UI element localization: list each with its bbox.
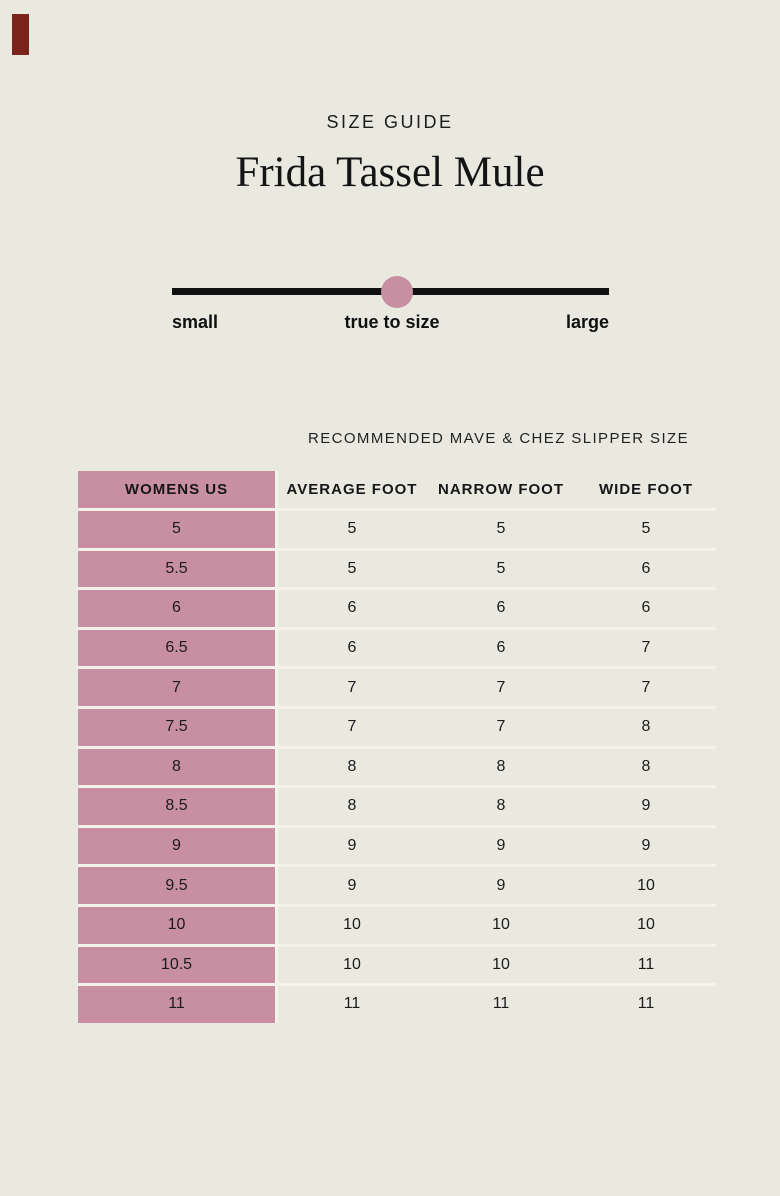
table-cell-womens-us: 5.5	[78, 551, 278, 588]
table-cell-womens-us: 7	[78, 669, 278, 706]
fit-label-small: small	[172, 312, 219, 332]
table-cell-narrow: 7	[426, 669, 576, 706]
size-table	[78, 471, 716, 1023]
product-title: Frida Tassel Mule	[235, 149, 545, 196]
table-cell-average: 11	[278, 986, 426, 1023]
table-cell-narrow: 6	[426, 630, 576, 667]
column-header-womens-us: WOMENS US	[78, 471, 278, 508]
table-cell-womens-us: 9.5	[78, 867, 278, 904]
table-caption: RECOMMENDED MAVE & CHEZ SLIPPER SIZE	[307, 430, 689, 447]
table-cell-narrow: 9	[426, 828, 576, 865]
table-cell-wide: 6	[576, 590, 716, 627]
corner-marker	[12, 14, 29, 55]
table-cell-wide: 10	[576, 867, 716, 904]
table-cell-wide: 8	[576, 709, 716, 746]
table-cell-narrow: 7	[426, 709, 576, 746]
table-cell-wide: 10	[576, 907, 716, 944]
table-cell-womens-us: 6	[78, 590, 278, 627]
table-cell-wide: 5	[576, 511, 716, 548]
table-cell-womens-us: 11	[78, 986, 278, 1023]
column-header-wide-foot: WIDE FOOT	[576, 471, 716, 508]
fit-slider	[172, 270, 609, 340]
table-cell-narrow: 9	[426, 867, 576, 904]
table-cell-narrow: 11	[426, 986, 576, 1023]
table-cell-wide: 9	[576, 828, 716, 865]
size-guide-label: SIZE GUIDE	[326, 112, 454, 132]
table-cell-narrow: 5	[426, 511, 576, 548]
table-cell-average: 9	[278, 828, 426, 865]
table-cell-average: 7	[278, 669, 426, 706]
table-cell-wide: 11	[576, 986, 716, 1023]
table-cell-narrow: 10	[426, 907, 576, 944]
table-cell-womens-us: 8	[78, 749, 278, 786]
table-cell-average: 10	[278, 947, 426, 984]
table-cell-wide: 6	[576, 551, 716, 588]
table-cell-narrow: 10	[426, 947, 576, 984]
table-cell-wide: 9	[576, 788, 716, 825]
table-cell-average: 9	[278, 867, 426, 904]
table-cell-wide: 8	[576, 749, 716, 786]
fit-label-true-to-size: true to size	[344, 312, 440, 332]
table-cell-average: 6	[278, 630, 426, 667]
table-cell-average: 5	[278, 511, 426, 548]
fit-label-large: large	[565, 312, 609, 332]
fit-slider-indicator-dot	[381, 276, 413, 308]
table-cell-narrow: 5	[426, 551, 576, 588]
table-cell-womens-us: 9	[78, 828, 278, 865]
table-cell-average: 8	[278, 749, 426, 786]
table-cell-average: 7	[278, 709, 426, 746]
table-cell-womens-us: 10	[78, 907, 278, 944]
table-cell-average: 6	[278, 590, 426, 627]
table-cell-wide: 11	[576, 947, 716, 984]
column-header-narrow-foot: NARROW FOOT	[426, 471, 576, 508]
table-cell-womens-us: 7.5	[78, 709, 278, 746]
table-cell-narrow: 8	[426, 749, 576, 786]
table-cell-wide: 7	[576, 669, 716, 706]
table-cell-womens-us: 5	[78, 511, 278, 548]
table-cell-average: 5	[278, 551, 426, 588]
table-cell-wide: 7	[576, 630, 716, 667]
table-cell-womens-us: 10.5	[78, 947, 278, 984]
table-cell-narrow: 8	[426, 788, 576, 825]
table-cell-narrow: 6	[426, 590, 576, 627]
table-cell-average: 10	[278, 907, 426, 944]
table-cell-womens-us: 6.5	[78, 630, 278, 667]
fit-slider-labels	[172, 312, 609, 333]
table-cell-womens-us: 8.5	[78, 788, 278, 825]
column-header-average-foot: AVERAGE FOOT	[278, 471, 426, 508]
table-cell-average: 8	[278, 788, 426, 825]
